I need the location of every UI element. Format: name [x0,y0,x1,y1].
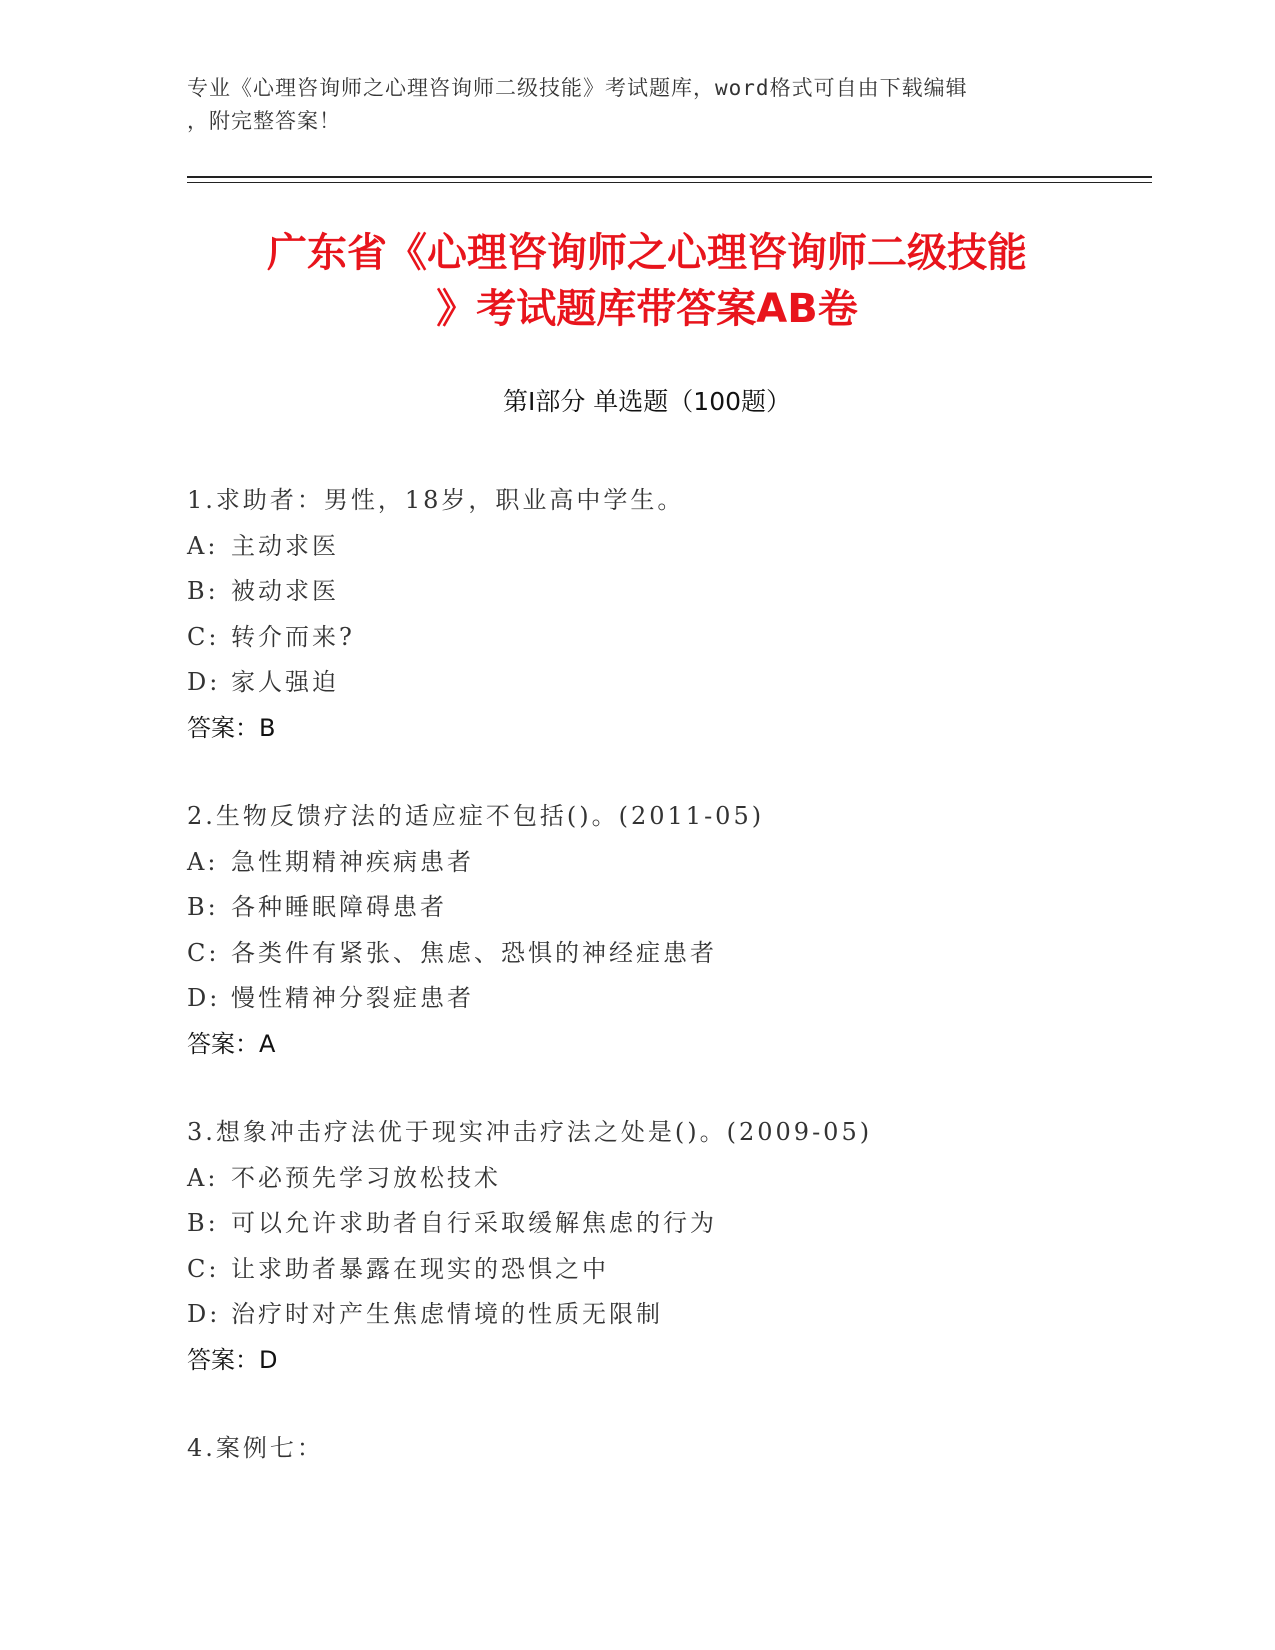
option-a [187,524,1147,570]
option-text: 让求助者暴露在现实的恐惧之中 [231,1254,609,1283]
option-c [187,615,1147,661]
option-key: A: [187,1163,219,1192]
document-title-line1: 广东省《心理咨询师之心理咨询师二级技能 [267,230,1027,276]
header-divider-thick [187,176,1152,178]
header-note-line2: ，附完整答案！ [187,109,341,133]
option-text: 各种睡眠障碍患者 [231,893,447,921]
header-note [187,72,1107,138]
option-key: B: [187,577,219,605]
option-b [187,1201,1147,1247]
option-text: 各类件有紧张、焦虑、恐惧的神经症患者 [231,938,717,967]
question-1 [187,478,1147,751]
option-key: B: [187,1209,219,1237]
option-text: 可以允许求助者自行采取缓解焦虑的行为 [231,1209,717,1237]
question-text: 1.求助者：男性，18岁，职业高中学生。 [187,486,685,514]
option-text: 治疗时对产生焦虑情境的性质无限制 [231,1300,663,1328]
option-text: 被动求医 [231,577,339,605]
section-title: 第Ⅰ部分 单选题（100题） [502,387,792,416]
question-text: 3.想象冲击疗法优于现实冲击疗法之处是()。(2009-05) [187,1118,873,1146]
option-d [187,976,1147,1022]
option-key: C: [187,938,220,967]
option-key: D: [187,668,221,696]
option-a [187,840,1147,886]
document-title-line2: 》考试题库带答案AB卷 [436,286,858,332]
option-key: B: [187,893,219,921]
option-d [187,660,1147,706]
option-key: C: [187,622,220,651]
option-text: 家人强迫 [231,668,339,696]
option-b [187,569,1147,615]
answer-line: 答案：D [187,1345,278,1374]
option-b [187,885,1147,931]
question-3 [187,1110,1147,1383]
option-key: D: [187,1300,221,1328]
option-text: 急性期精神疾病患者 [231,847,474,876]
option-key: D: [187,984,221,1012]
question-2 [187,794,1147,1067]
option-text: 慢性精神分裂症患者 [231,984,474,1012]
option-text: 不必预先学习放松技术 [231,1163,501,1192]
option-key: A: [187,531,219,560]
header-note-line1: 专业《心理咨询师之心理咨询师二级技能》考试题库，word格式可自由下载编辑 [187,76,968,100]
option-a [187,1156,1147,1202]
question-list [187,478,1147,1515]
option-c [187,931,1147,977]
answer-line: 答案：B [187,713,276,742]
answer-line: 答案：A [187,1029,276,1058]
option-text: 主动求医 [231,531,339,560]
question-text: 2.生物反馈疗法的适应症不包括()。(2011-05) [187,802,765,830]
question-4 [187,1426,1147,1472]
option-text: 转介而来? [231,622,355,651]
header-divider-thin [187,182,1152,183]
option-d [187,1292,1147,1338]
option-c [187,1247,1147,1293]
question-text: 4.案例七： [187,1434,324,1462]
document-title [187,225,1107,337]
option-key: C: [187,1254,220,1283]
option-key: A: [187,847,219,876]
